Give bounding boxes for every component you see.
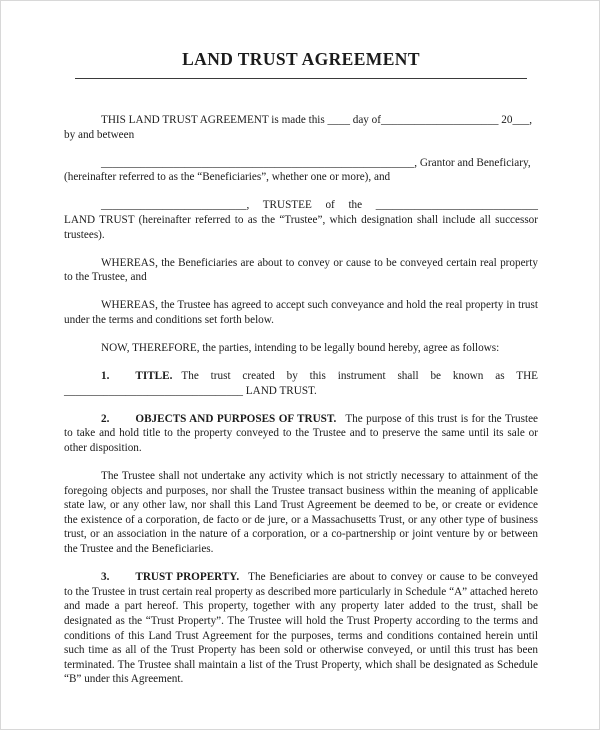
section-3-number: 3. [101,571,110,584]
now-therefore-paragraph: NOW, THEREFORE, the parties, intending to be legally bound hereby, agree as follows: [101,342,500,355]
grantor-blank-line: ________________________________________________________, Grantor and Beneficiary, [101,156,531,169]
document-page [1,1,599,687]
grantor-definition-line: (hereinafter referred to as the “Beneficiaries”, whether one or more), and [64,171,391,184]
section-2-body: The purpose of this trust is for the Trustee to take and hold title to the property conveyed to the Trustee and to preserve the same until its sale or other disposition. [64,412,538,454]
whereas-trustee-paragraph: WHEREAS, the Trustee has agreed to accept such conveyance and hold the real property in trust under the terms and conditions set forth below. [64,299,538,326]
section-2-continuation: The Trustee shall not undertake any activity which is not strictly necessary to attainment of the foregoing objects and purposes, nor shall the Trustee transact business within the meaning of applicable state law, or any other law, nor shall this Land Trust Agreement be deemed to be, or create or evidence the existence of a corporation, de facto or de jure, or a Massachusetts Trust, or any other type of business trust, or an association in the nature of a corporation, or a co-partnership or joint venture by or between the Trustee and the Beneficiaries. [64,470,538,556]
section-2-number: 2. [101,412,110,425]
opening-line-2: by and between [64,128,135,141]
intro-opening-paragraph [64,113,538,142]
document-title: LAND TRUST AGREEMENT [182,49,420,69]
opening-line-1: THIS LAND TRUST AGREEMENT is made this ____ day of_____________________ 20___, [101,114,533,126]
trustee-blank-line: __________________________, TRUSTEE of the _____________________________ [101,199,538,212]
whereas-beneficiaries-paragraph: WHEREAS, the Beneficiaries are about to convey or cause to be conveyed certain real property to the Trustee, and [64,256,538,284]
section-3-heading: TRUST PROPERTY. [135,571,240,584]
section-3-body: The Beneficiaries are about to convey or cause to be conveyed to the Trustee in trust certain real property as described more particularly in Schedule “A” attached hereto and made a part hereof. This property, together with any property later added to the trust, shall be designated as the “Trust Property”. The Trustee will hold the Trust Property according to the terms and conditions of this Land Trust Agreement for the purposes, terms and conditions contained herein until such time as all of the Trust Property has been sold or otherwise conveyed, or until this trust has been terminated. The Trustee shall maintain a list of the Trust Property, which shall be designated as Schedule “B” under this Agreement. [64,571,539,686]
section-1-heading: TITLE. [135,370,173,383]
section-2-objects [64,412,538,456]
section-1-body: The trust created by this instrument shall be known as THE ________________________________ LAND TRUST. [64,370,538,397]
trustee-definition-text: LAND TRUST (hereinafter referred to as the “Trustee”, which designation shall include all successor trustees). [64,213,538,241]
grantor-paragraph [64,156,538,185]
title-underline [75,78,527,79]
section-2-heading: OBJECTS AND PURPOSES OF TRUST. [135,412,337,425]
section-1-title [64,369,538,398]
section-1-number: 1. [101,370,110,383]
section-3-trust-property [64,570,538,687]
trustee-paragraph [64,198,538,242]
